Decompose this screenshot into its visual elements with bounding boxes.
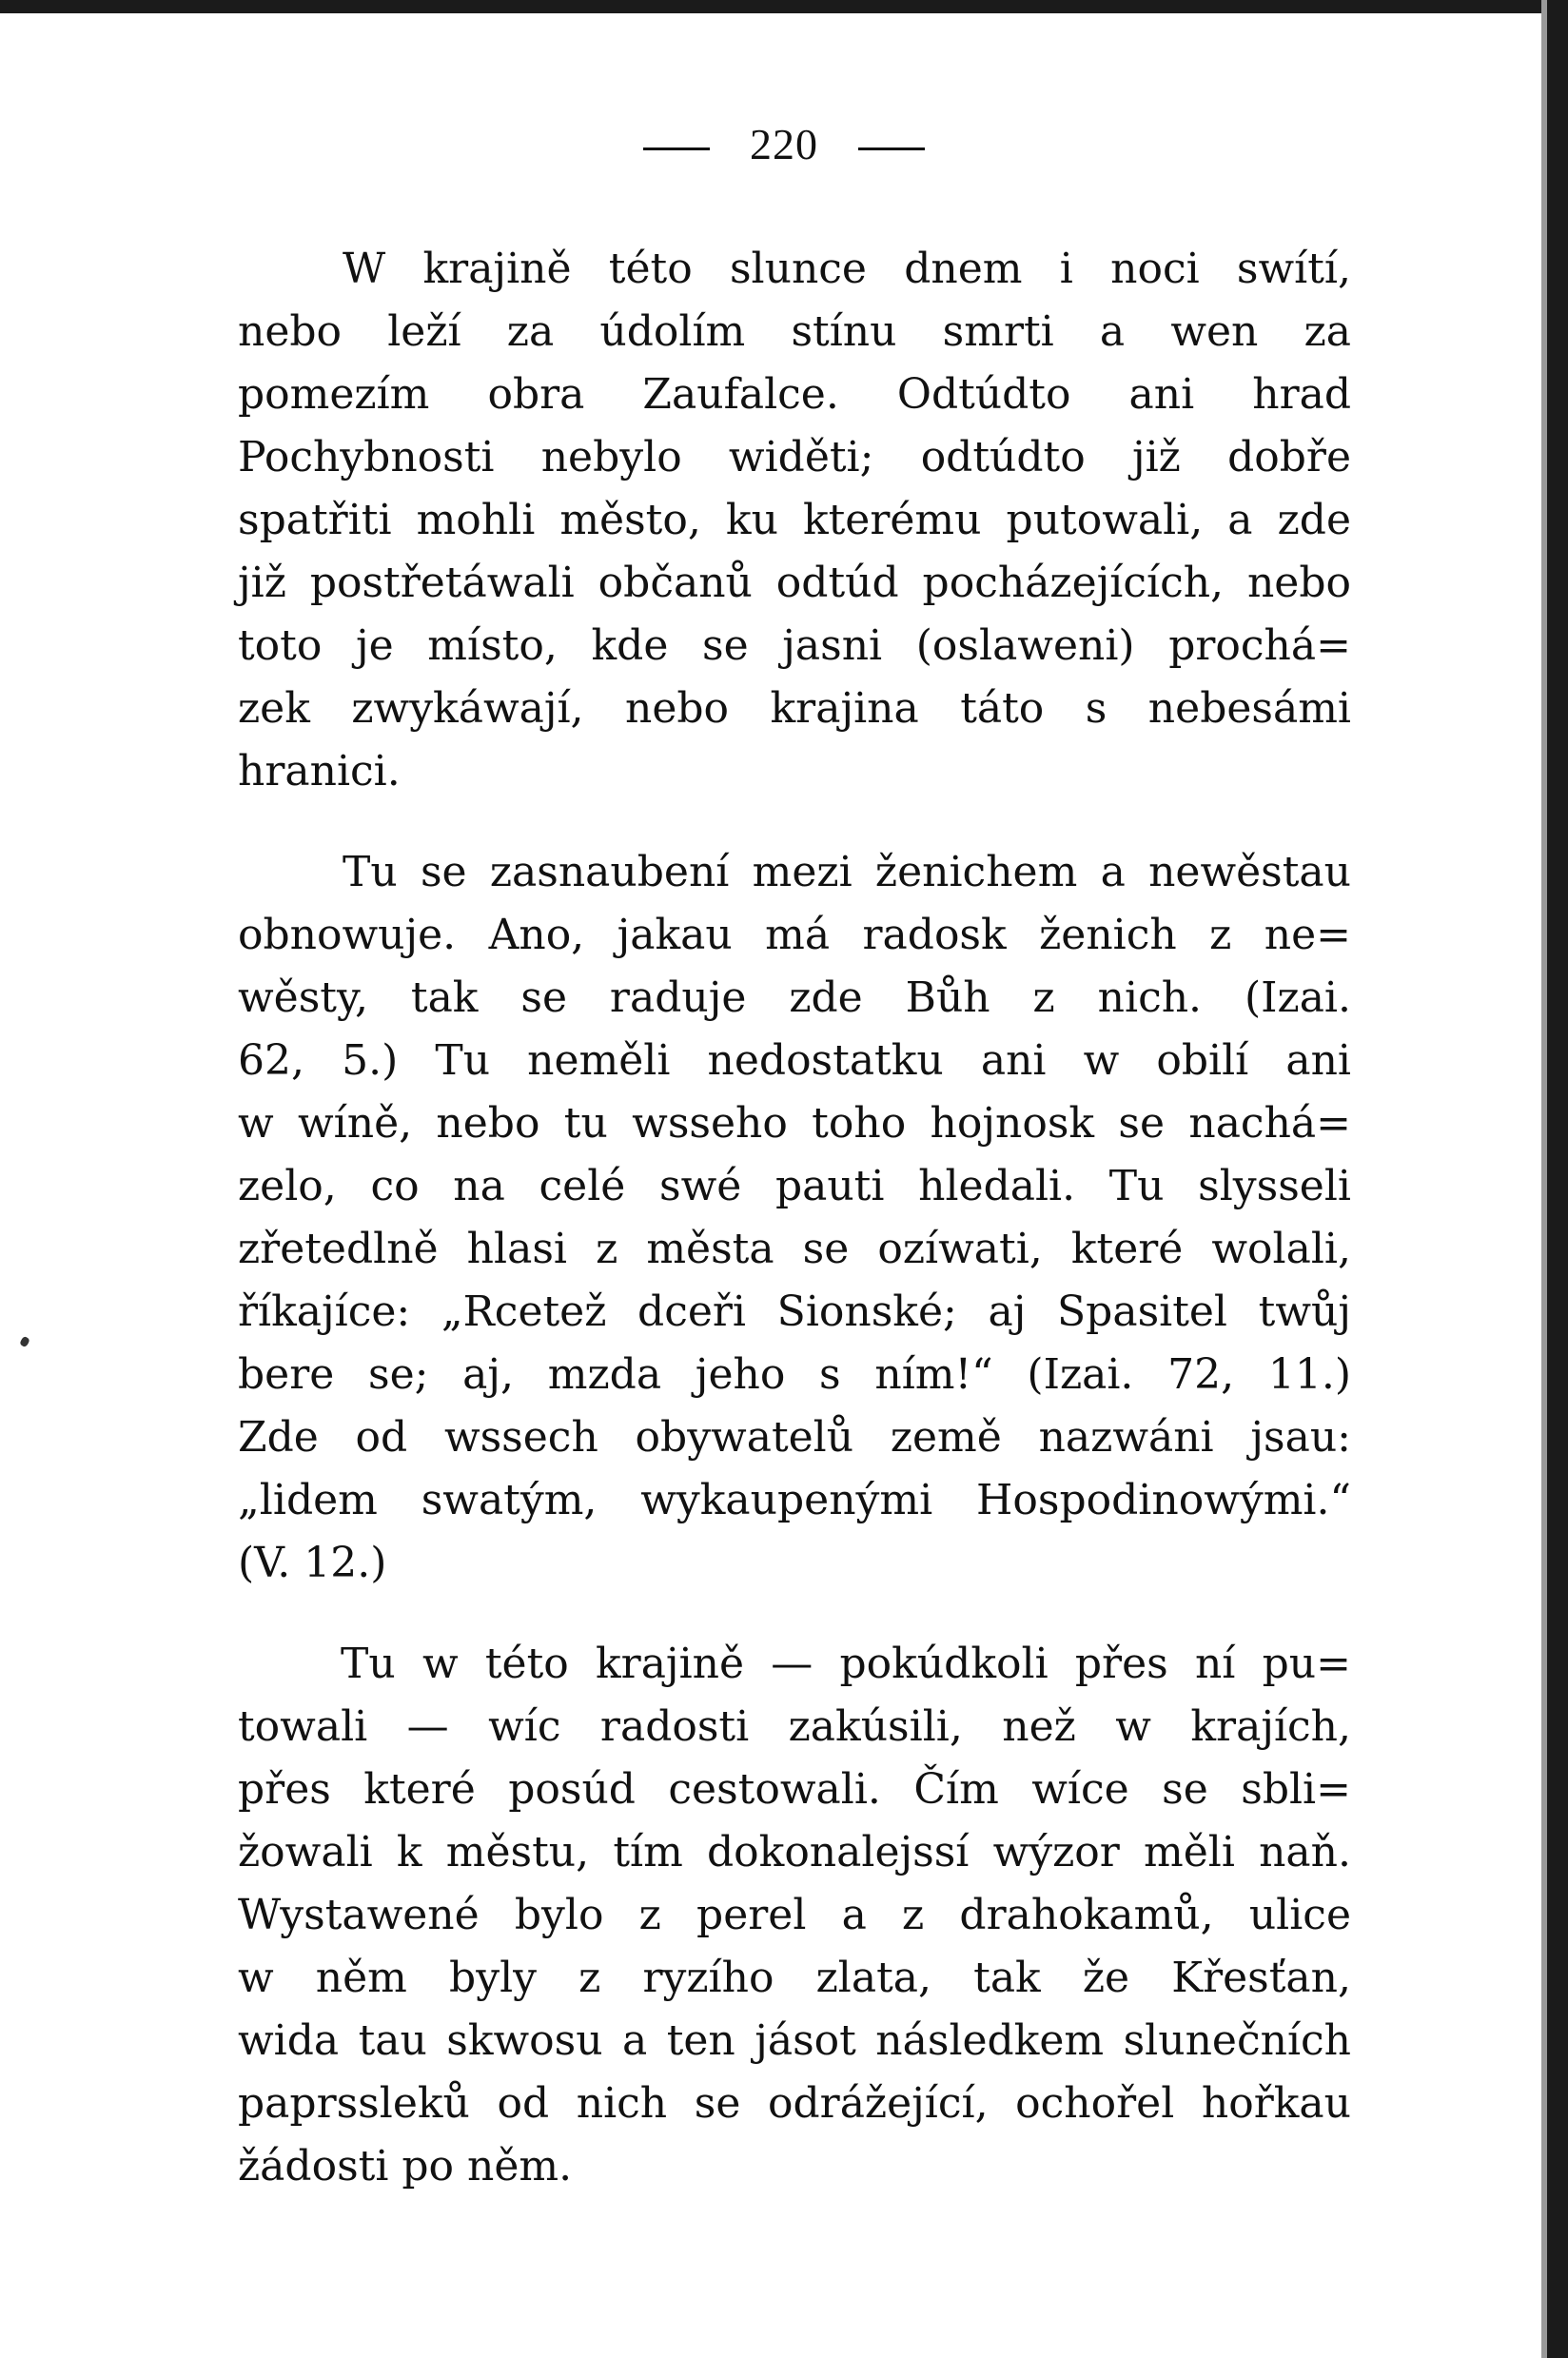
text-line: wěsty, tak se raduje zde Bůh z nich. (Izai.: [238, 973, 1351, 1022]
text-line: zelo, co na celé swé pauti hledali. Tu slysseli: [238, 1162, 1351, 1210]
text-line: wida tau skwosu a ten jásot následkem slunečních: [238, 2016, 1351, 2065]
ink-speck: [19, 1336, 30, 1348]
text-line: w wíně, nebo tu wsseho toho hojnosk se nachá=: [238, 1099, 1351, 1148]
text-line: Pochybnosti nebylo widěti; odtúdto již dobře: [238, 433, 1351, 481]
page-number: 220: [750, 120, 818, 168]
body-text: [238, 238, 1351, 2236]
text-line: přes které posúd cestowali. Čím wíce se sbli=: [238, 1765, 1351, 1814]
text-line: (V. 12.): [238, 1539, 387, 1587]
text-line: žowali k městu, tím dokonalejssí wýzor měli naň.: [238, 1828, 1351, 1877]
scan-right-edge: [1547, 0, 1568, 2358]
text-line: W krajině této slunce dnem i noci swítí,: [343, 245, 1351, 293]
text-line: w něm byly z ryzího zlata, tak že Křesťan,: [238, 1954, 1351, 2002]
text-line: pomezím obra Zaufalce. Odtúdto ani hrad: [238, 370, 1351, 419]
text-line: obnowuje. Ano, jakau má radosk ženich z ne=: [238, 911, 1351, 959]
text-line: zek zwykáwají, nebo krajina táto s nebesámi: [238, 684, 1351, 733]
text-line: Tu se zasnaubení mezi ženichem a newěstau: [343, 848, 1351, 896]
text-line: toto je místo, kde se jasni (oslaweni) prochá=: [238, 621, 1351, 670]
page-header: [0, 119, 1568, 169]
text-line: Tu w této krajině — pokúdkoli přes ní pu=: [341, 1640, 1351, 1688]
text-line: hranici.: [238, 747, 401, 796]
text-line: bere se; aj, mzda jeho s ním!“ (Izai. 72, 11.): [238, 1350, 1351, 1399]
text-line: towali — wíc radosti zakúsili, než w krajích,: [238, 1702, 1351, 1751]
text-line: paprssleků od nich se odrážející, ochořel hořkau: [238, 2079, 1351, 2128]
text-line: říkajíce: „Rcetež dceři Sionské; aj Spasitel twůj: [238, 1287, 1351, 1336]
paragraph: [238, 238, 1351, 803]
text-line: nebo leží za údolím stínu smrti a wen za: [238, 307, 1351, 356]
text-line: žádosti po něm.: [238, 2142, 573, 2191]
header-dash-right: [858, 147, 925, 150]
text-line: Zde od wssech obywatelů země nazwáni jsau:: [238, 1413, 1351, 1462]
paragraph: [238, 841, 1351, 1595]
text-line: zřetedlně hlasi z města se ozíwati, které wolali,: [238, 1225, 1351, 1273]
text-line: „lidem swatým, wykaupenými Hospodinowými.“: [238, 1476, 1351, 1524]
text-line: Wystawené bylo z perel a z drahokamů, ulice: [238, 1891, 1351, 1939]
paragraph: [238, 1633, 1351, 2198]
text-line: spatřiti mohli město, ku kterému putowali, a zde: [238, 496, 1351, 544]
text-line: již postřetáwali občanů odtúd pocházejících, nebo: [238, 559, 1351, 607]
scan-top-edge: [0, 0, 1568, 13]
header-dash-left: [643, 147, 710, 150]
text-line: 62, 5.) Tu neměli nedostatku ani w obilí ani: [238, 1036, 1351, 1085]
